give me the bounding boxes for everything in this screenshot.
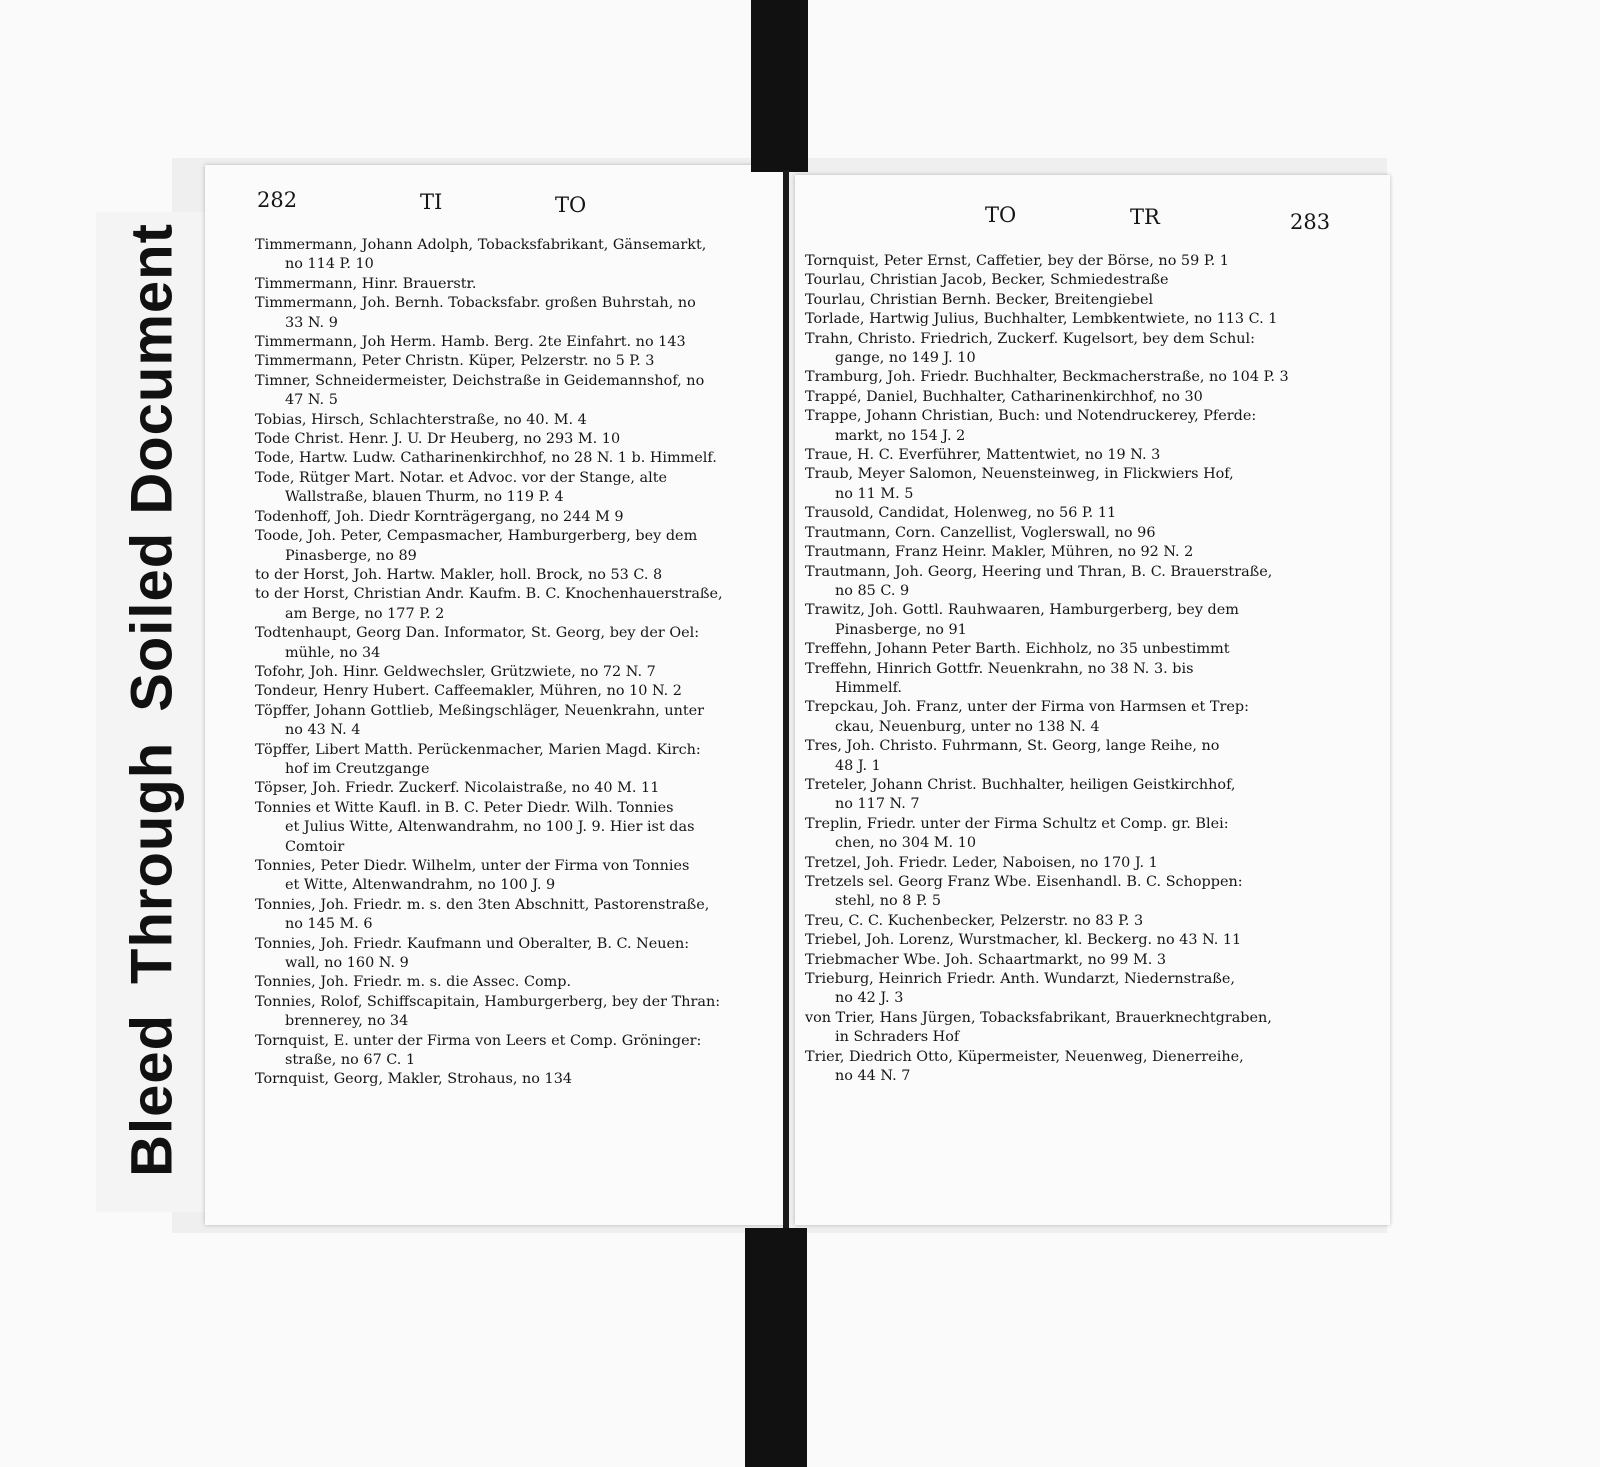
directory-entry-line: Trautmann, Joh. Georg, Heering und Thran, B. C. Brauerstraße, — [805, 563, 1273, 580]
directory-entry-line: 33 N. 9 — [285, 314, 338, 331]
directory-entry-line: Pinasberge, no 89 — [285, 547, 417, 564]
directory-entry-line: Treplin, Friedr. unter der Firma Schultz et Comp. gr. Blei: — [805, 815, 1229, 832]
left-head-left: TI — [420, 190, 443, 214]
directory-entry-line: Tonnies, Joh. Friedr. Kaufmann und Oberalter, B. C. Neuen: — [255, 935, 690, 952]
directory-entry-line: no 42 J. 3 — [835, 990, 904, 1007]
directory-entry-line: no 114 P. 10 — [285, 256, 374, 273]
directory-entry-line: Tornquist, Peter Ernst, Caffetier, bey der Börse, no 59 P. 1 — [805, 253, 1229, 269]
directory-entry-line: Himmelf. — [835, 679, 902, 696]
directory-entry-line: gange, no 149 J. 10 — [835, 350, 976, 367]
directory-entry-line: Wallstraße, blauen Thurm, no 119 P. 4 — [285, 489, 564, 506]
directory-entry-line: Trautmann, Franz Heinr. Makler, Mühren, no 92 N. 2 — [805, 544, 1194, 561]
directory-entry-line: chen, no 304 M. 10 — [835, 835, 977, 852]
directory-entry-line: no 145 M. 6 — [285, 916, 373, 933]
directory-entry-line: Tobias, Hirsch, Schlachterstraße, no 40. M. 4 — [255, 411, 587, 428]
directory-entry-line: to der Horst, Joh. Hartw. Makler, holl. Brock, no 53 C. 8 — [255, 566, 663, 583]
directory-entry-line: Trawitz, Joh. Gottl. Rauhwaaren, Hamburgerberg, bey dem — [805, 602, 1239, 619]
directory-entry-line: wall, no 160 N. 9 — [285, 955, 409, 972]
directory-entry-line: Tonnies, Rolof, Schiffscapitain, Hamburgerberg, bey der Thran: — [255, 993, 721, 1010]
directory-entry-line: brennerey, no 34 — [285, 1013, 409, 1030]
directory-entry-line: Tofohr, Joh. Hinr. Geldwechsler, Grützwiete, no 72 N. 7 — [255, 663, 656, 680]
directory-entry-line: Tramburg, Joh. Friedr. Buchhalter, Beckmacherstraße, no 104 P. 3 — [805, 369, 1289, 386]
directory-entry-line: to der Horst, Christian Andr. Kaufm. B. C. Knochenhauerstraße, — [255, 586, 723, 603]
book-spine-bottom — [745, 1228, 807, 1467]
directory-entry-line: Trappé, Daniel, Buchhalter, Catharinenkirchhof, no 30 — [805, 388, 1203, 405]
directory-entry-line: Tourlau, Christian Jacob, Becker, Schmiedestraße — [805, 272, 1169, 289]
directory-entry-line: Tourlau, Christian Bernh. Becker, Breitengiebel — [805, 291, 1154, 308]
directory-entry-line: Treu, C. C. Kuchenbecker, Pelzerstr. no 83 P. 3 — [805, 912, 1144, 929]
directory-entry-line: 47 N. 5 — [285, 392, 338, 409]
directory-entry-line: Trausold, Candidat, Holenweg, no 56 P. 11 — [805, 505, 1117, 522]
directory-entry-line: Töpffer, Libert Matth. Perückenmacher, Marien Magd. Kirch: — [255, 741, 701, 758]
directory-entry-line: Comtoir — [285, 838, 345, 855]
directory-entry-line: Tonnies et Witte Kaufl. in B. C. Peter Diedr. Wilh. Tonnies — [255, 799, 674, 816]
directory-entry-line: Timmermann, Joh Herm. Hamb. Berg. 2te Einfahrt. no 143 — [255, 334, 686, 351]
directory-entry-line: in Schraders Hof — [835, 1029, 960, 1046]
directory-entry-line: am Berge, no 177 P. 2 — [285, 605, 445, 622]
directory-entry-line: Trahn, Christo. Friedrich, Zuckerf. Kugelsort, bey dem Schul: — [805, 330, 1255, 347]
left-page-entries — [255, 236, 775, 1090]
directory-entry-line: Treffehn, Hinrich Gottfr. Neuenkrahn, no 38 N. 3. bis — [805, 660, 1194, 677]
directory-entry-line: Timner, Schneidermeister, Deichstraße in Geidemannshof, no — [255, 372, 705, 389]
label-word-bleed: Bleed — [119, 1013, 185, 1177]
right-page-number: 283 — [1290, 210, 1331, 234]
label-word-soiled-document: Soiled Document — [119, 223, 185, 712]
directory-entry-line: Todenhoff, Joh. Diedr Kornträgergang, no 244 M 9 — [255, 508, 624, 525]
directory-entry-line: Trieburg, Heinrich Friedr. Anth. Wundarzt, Niedernstraße, — [805, 971, 1235, 988]
directory-entry-line: Tonnies, Joh. Friedr. m. s. den 3ten Abschnitt, Pastorenstraße, — [255, 896, 710, 913]
directory-entry-line: Tornquist, E. unter der Firma von Leers et Comp. Gröninger: — [255, 1032, 702, 1049]
directory-entry-line: Traue, H. C. Everführer, Mattentwiet, no 19 N. 3 — [805, 447, 1161, 464]
directory-entry-line: markt, no 154 J. 2 — [835, 427, 966, 444]
directory-entry-line: Töpser, Joh. Friedr. Zuckerf. Nicolaistraße, no 40 M. 11 — [255, 780, 660, 797]
directory-entry-line: Tornquist, Georg, Makler, Strohaus, no 134 — [255, 1071, 573, 1088]
book-spine-top — [751, 0, 808, 172]
directory-entry-line: Trautmann, Corn. Canzellist, Voglerswall, no 96 — [805, 524, 1156, 541]
directory-entry-line: Trappe, Johann Christian, Buch: und Notendruckerey, Pferde: — [805, 408, 1257, 425]
directory-entry-line: mühle, no 34 — [285, 644, 381, 661]
directory-entry-line: Tode, Rütger Mart. Notar. et Advoc. vor der Stange, alte — [255, 469, 668, 486]
directory-entry-line: Pinasberge, no 91 — [835, 621, 967, 638]
directory-entry-line: Timmermann, Johann Adolph, Tobacksfabrikant, Gänsemarkt, — [255, 237, 707, 253]
directory-entry-line: Triebel, Joh. Lorenz, Wurstmacher, kl. Beckerg. no 43 N. 11 — [805, 932, 1242, 949]
directory-entry-line: Todtenhaupt, Georg Dan. Informator, St. Georg, bey der Oel: — [255, 625, 700, 642]
label-word-through: Through — [119, 741, 185, 984]
directory-entry-line: Toode, Joh. Peter, Cempasmacher, Hamburgerberg, bey dem — [255, 528, 698, 545]
directory-entry-line: Tonnies, Peter Diedr. Wilhelm, unter der Firma von Tonnies — [255, 858, 690, 874]
directory-entry-line: hof im Creutzgange — [285, 760, 430, 777]
directory-entry-line: Tretzels sel. Georg Franz Wbe. Eisenhandl. B. C. Schoppen: — [805, 874, 1243, 890]
directory-entry-line: ckau, Neuenburg, unter no 138 N. 4 — [835, 718, 1100, 735]
directory-entry-line: Timmermann, Peter Christn. Küper, Pelzerstr. no 5 P. 3 — [255, 353, 655, 370]
directory-entry-line: Trier, Diedrich Otto, Küpermeister, Neuenweg, Dienerreihe, — [805, 1048, 1244, 1065]
right-head-right: TR — [1130, 205, 1160, 229]
directory-entry-line: et Julius Witte, Altenwandrahm, no 100 J. 9. Hier ist das — [285, 819, 695, 836]
directory-entry-line: no 85 C. 9 — [835, 582, 910, 599]
directory-entry-line: Tondeur, Henry Hubert. Caffeemakler, Mühren, no 10 N. 2 — [255, 683, 682, 700]
directory-entry-line: Tode Christ. Henr. J. U. Dr Heuberg, no 293 M. 10 — [255, 431, 621, 448]
directory-entry-line: Timmermann, Joh. Bernh. Tobacksfabr. großen Buhrstah, no — [255, 295, 696, 312]
directory-entry-line: no 11 M. 5 — [835, 485, 914, 502]
directory-entry-line: no 43 N. 4 — [285, 722, 361, 739]
directory-entry-line: et Witte, Altenwandrahm, no 100 J. 9 — [285, 877, 556, 894]
directory-entry-line: Timmermann, Hinr. Brauerstr. — [255, 275, 477, 292]
directory-entry-line: no 44 N. 7 — [835, 1068, 911, 1085]
directory-entry-line: Traub, Meyer Salomon, Neuensteinweg, in Flickwiers Hof, — [805, 466, 1234, 483]
directory-entry-line: 48 J. 1 — [835, 757, 881, 774]
left-page-number: 282 — [257, 188, 298, 212]
directory-entry-line: Torlade, Hartwig Julius, Buchhalter, Lembkentwiete, no 113 C. 1 — [805, 311, 1278, 328]
directory-entry-line: von Trier, Hans Jürgen, Tobacksfabrikant, Brauerknechtgraben, — [805, 1009, 1272, 1026]
directory-entry-line: Töpffer, Johann Gottlieb, Meßingschläger, Neuenkrahn, unter — [255, 702, 705, 719]
directory-entry-line: straße, no 67 C. 1 — [285, 1052, 416, 1069]
right-page-entries — [805, 252, 1335, 1086]
directory-entry-line: Trepckau, Joh. Franz, unter der Firma von Harmsen et Trep: — [805, 699, 1249, 716]
directory-entry-line: Tonnies, Joh. Friedr. m. s. die Assec. Comp. — [255, 974, 572, 991]
directory-entry-line: stehl, no 8 P. 5 — [835, 893, 942, 910]
directory-entry-line: Tretzel, Joh. Friedr. Leder, Naboisen, no 170 J. 1 — [805, 854, 1158, 871]
left-head-right: TO — [555, 193, 587, 217]
directory-entry-line: Treffehn, Johann Peter Barth. Eichholz, no 35 unbestimmt — [805, 641, 1230, 658]
directory-entry-line: Tode, Hartw. Ludw. Catharinenkirchhof, no 28 N. 1 b. Himmelf. — [255, 450, 717, 467]
right-head-left: TO — [985, 203, 1017, 227]
directory-entry-line: no 117 N. 7 — [835, 796, 920, 813]
condition-label-text — [119, 223, 186, 1177]
directory-entry-line: Tres, Joh. Christo. Fuhrmann, St. Georg, lange Reihe, no — [805, 738, 1220, 755]
directory-entry-line: Treteler, Johann Christ. Buchhalter, heiligen Geistkirchhof, — [805, 776, 1236, 793]
directory-entry-line: Triebmacher Wbe. Joh. Schaartmarkt, no 99 M. 3 — [805, 951, 1167, 968]
book-gutter-line — [783, 170, 789, 1230]
